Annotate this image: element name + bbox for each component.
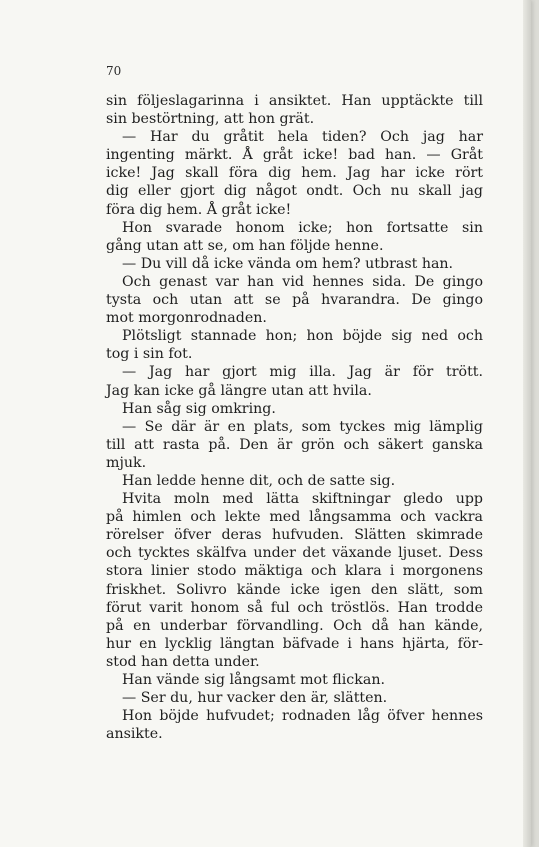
text-line: till att rasta på. Den är grön och säkert ganska (106, 436, 483, 453)
text-line: tysta och utan att se på hvarandra. De gingo (106, 292, 483, 309)
text-line: Jag kan icke gå längre utan att hvila. (106, 382, 372, 399)
text-line: föra dig hem. Å gråt icke! (106, 201, 292, 218)
text-line: friskhet. Solivro kände icke igen den slätt, som (106, 581, 483, 598)
text-line: Han såg sig omkring. (122, 400, 276, 417)
text-line: hur en lycklig längtan bäfvade i hans hjärta, för- (106, 635, 483, 652)
text-line: ingenting märkt. Å gråt icke! bad han. — Gråt (106, 147, 483, 164)
text-line: Hon böjde hufvudet; rodnaden låg öfver hennes (122, 708, 483, 725)
text-line: ansikte. (106, 726, 163, 743)
text-line: Och genast var han vid hennes sida. De gingo (122, 273, 483, 290)
text-line: — Se där är en plats, som tyckes mig lämplig (122, 418, 483, 435)
text-line: gång utan att se, om han följde henne. (106, 237, 384, 254)
text-line: förut varit honom så ful och tröstlös. Han trodde (106, 599, 483, 616)
text-line: stora linier stodo mäktiga och klara i morgonens (106, 563, 483, 580)
text-line: och tycktes skälfva under det växande ljuset. Dess (106, 545, 483, 562)
text-line: Plötsligt stannade hon; hon böjde sig ned och (122, 328, 483, 345)
text-line: — Ser du, hur vacker den är, slätten. (122, 690, 388, 707)
text-line: mot morgonrodnaden. (106, 310, 267, 327)
text-line: rörelser öfver deras hufvuden. Slätten skimrade (106, 527, 483, 544)
text-line: Han vände sig långsamt mot flickan. (122, 672, 385, 688)
text-line: tog i sin fot. (106, 346, 193, 363)
text-line: sin följeslagarinna i ansiktet. Han upptäckte till (106, 93, 483, 109)
text-line: icke! Jag skall föra dig hem. Jag har icke rört (106, 165, 483, 182)
page-number: 70 (106, 64, 122, 78)
text-line: mjuk. (106, 454, 147, 471)
text-line: sin bestörtning, att hon grät. (106, 111, 315, 128)
text-line: — Har du gråtit hela tiden? Och jag har (122, 129, 483, 146)
text-line: dig eller gjort dig något ondt. Och nu skall jag (106, 183, 483, 200)
text-line: Hon svarade honom icke; hon fortsatte sin (122, 219, 483, 236)
text-line: Han ledde henne dit, och de satte sig. (122, 472, 396, 489)
text-line: på en underbar förvandling. Och då han kände, (106, 617, 483, 634)
text-line: — Du vill då icke vända om hem? utbrast han. (122, 255, 454, 272)
body-text (106, 92, 483, 743)
text-line: — Jag har gjort mig illa. Jag är för trött. (122, 364, 483, 381)
text-line: Hvita moln med lätta skiftningar gledo upp (122, 491, 483, 508)
text-line: stod han detta under. (106, 653, 260, 670)
page-edge (523, 0, 531, 847)
text-line: på himlen och lekte med långsamma och vackra (106, 509, 483, 526)
